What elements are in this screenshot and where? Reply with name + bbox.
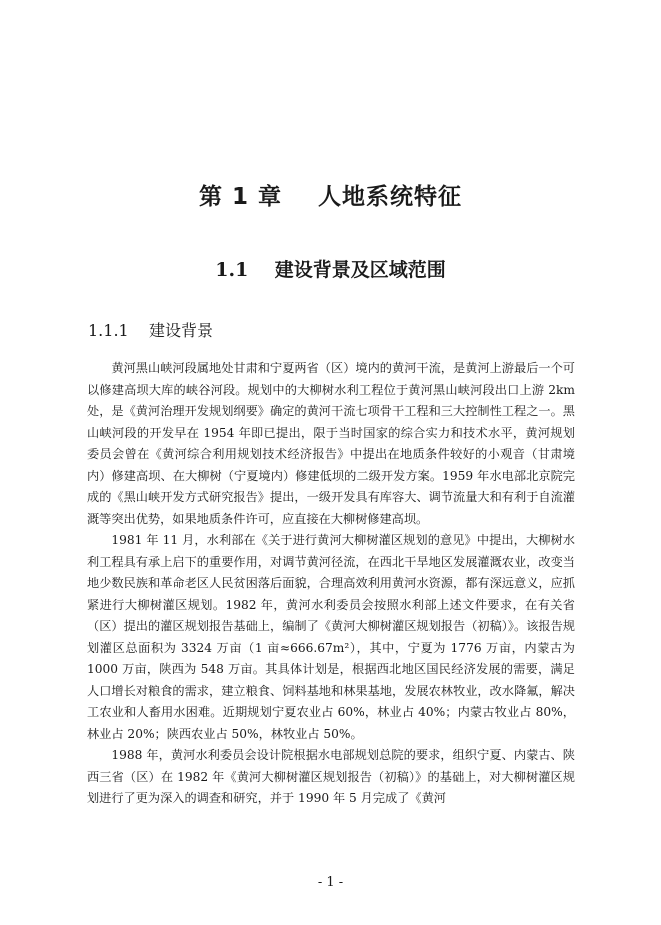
page-number: - 1 -	[317, 875, 344, 890]
paragraph: 黄河黑山峡河段属地处甘肃和宁夏两省（区）境内的黄河干流，是黄河上游最后一个可以修建高坝大库的峡谷河段。规划中的大柳树水利工程位于黄河黑山峡河段出口上游 2km 处，是《黄河治理开发规划纲要》确定的黄河干流七项骨干工程和三大控制性工程之一。黑山峡河段的开发早在 1954 年即已提出，限于当时国家的综合实力和技术水平，黄河规划委员会曾在《黄河综合利用规划技术经济报告》中提出在地质条件较好的小观音（甘肃境内）修建高坝、在大柳树（宁夏境内）修建低坝的二级开发方案。1959 年水电部北京院完成的《黑山峡开发方式研究报告》提出，一级开发具有库容大、调节流量大和有利于自流灌溉等突出优势，如果地质条件许可，应直接在大柳树修建高坝。	[87, 361, 575, 526]
paragraph: 1981 年 11 月，水利部在《关于进行黄河大柳树灌区规划的意见》中提出，大柳树水利工程具有承上启下的重要作用，对调节黄河径流，在西北干旱地区发展灌溉农业，改变当地少数民族和革命老区人民贫困落后面貌，合理高效利用黄河水资源，都有深远意义，应抓紧进行大柳树灌区规划。1982 年，黄河水利委员会按照水利部上述文件要求，在有关省（区）提出的灌区规划报告基础上，编制了《黄河大柳树灌区规划报告（初稿）》。该报告规划灌区总面积为 3324 万亩（1 亩≈666.67m²），其中，宁夏为 1776 万亩，内蒙古为 1000 万亩，陕西为 548 万亩。其具体计划是，根据西北地区国民经济发展的需要，满足人口增长对粮食的需求，建立粮食、饲料基地和林果基地，发展农林牧业，改水降氟，解决工农业和人畜用水困难。近期规划宁夏农业占 60%，林业占 40%；内蒙古牧业占 80%，林业占 20%；陕西农业占 50%，林牧业占 50%。	[87, 533, 575, 741]
section-title: 1.1 建设背景及区域范围	[215, 259, 446, 281]
chapter-title: 第 1 章 人地系统特征	[198, 184, 463, 210]
body-text	[87, 358, 575, 810]
paragraph: 1988 年，黄河水利委员会设计院根据水电部规划总院的要求，组织宁夏、内蒙古、陕西三省（区）在 1982 年《黄河大柳树灌区规划报告（初稿）》的基础上，对大柳树灌区规划进行了更为深入的调查和研究，并于 1990 年 5 月完成了《黄河	[87, 748, 575, 805]
subsection-title: 1.1.1 建设背景	[88, 321, 214, 340]
